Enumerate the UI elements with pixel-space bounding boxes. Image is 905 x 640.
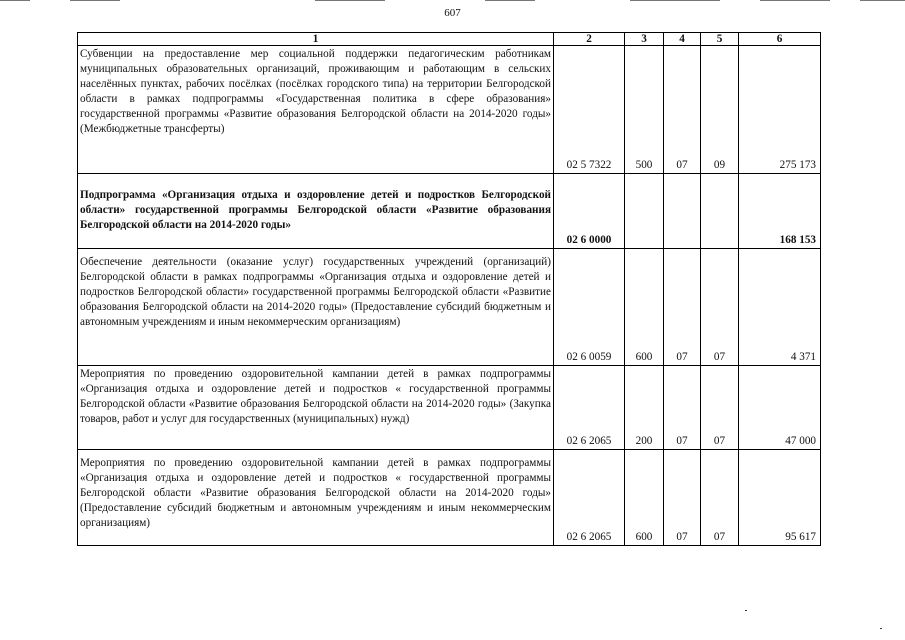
row-description: Субвенции на предоставление мер социальной поддержки педагогическим работникам муниципальных образовательных организаций, проживающим и работающим в сельских населённых пунктах, рабочих посёлках (посёлках городского типа) на территории Белгородской области в рамках подпрограммы «Государственная политика в сфере образования» государственной программы «Развитие образования Белгородской области на 2014-2020 годы» (Межбюджетные трансферты) bbox=[78, 46, 554, 174]
row-section bbox=[664, 174, 701, 249]
scan-speck bbox=[880, 628, 882, 629]
scan-edge-line bbox=[315, 0, 385, 1]
table-row bbox=[78, 249, 821, 366]
table-header-row bbox=[78, 33, 821, 46]
row-description: Обеспечение деятельности (оказание услуг) государственных учреждений (организаций) Белгородской области в рамках подпрограммы «Организация отдыха и оздоровление детей и подростков Белгородской области» государственной программы Белгородской области «Развитие образования Белгородской области на 2014-2020 годы» (Предоставление субсидий бюджетным и автономным учреждениям и иным некоммерческим организациям) bbox=[78, 249, 554, 366]
scan-edge-line bbox=[860, 0, 905, 1]
column-header: 2 bbox=[554, 33, 625, 46]
table-row bbox=[78, 366, 821, 450]
column-header: 4 bbox=[664, 33, 701, 46]
row-subsection: 07 bbox=[701, 450, 739, 546]
row-amount: 95 617 bbox=[739, 450, 821, 546]
table-row bbox=[78, 174, 821, 249]
scan-speck bbox=[745, 610, 747, 611]
row-expense-type: 600 bbox=[625, 450, 664, 546]
row-subsection: 09 bbox=[701, 46, 739, 174]
row-description: Мероприятия по проведению оздоровительной кампании детей в рамках подпрограммы «Организация отдыха и оздоровление детей и подростков « государственной программы Белгородской области «Развитие образования Белгородской области на 2014-2020 годы» (Закупка товаров, работ и услуг для государственных (муниципальных) нужд) bbox=[78, 366, 554, 450]
scan-edge-line bbox=[485, 0, 535, 1]
row-subsection bbox=[701, 174, 739, 249]
row-expense-type: 600 bbox=[625, 249, 664, 366]
scan-edge-line bbox=[630, 0, 720, 1]
row-subsection: 07 bbox=[701, 366, 739, 450]
scan-edge-line bbox=[0, 0, 30, 1]
row-target-code: 02 6 0059 bbox=[554, 249, 625, 366]
row-target-code: 02 6 2065 bbox=[554, 450, 625, 546]
budget-table bbox=[77, 32, 821, 546]
column-header: 5 bbox=[701, 33, 739, 46]
row-section: 07 bbox=[664, 46, 701, 174]
column-header: 1 bbox=[78, 33, 554, 46]
column-header: 6 bbox=[739, 33, 821, 46]
row-amount: 47 000 bbox=[739, 366, 821, 450]
scan-edge-line bbox=[70, 0, 120, 1]
row-amount: 168 153 bbox=[739, 174, 821, 249]
row-target-code: 02 6 0000 bbox=[554, 174, 625, 249]
page-number: 607 bbox=[444, 7, 461, 19]
row-description: Мероприятия по проведению оздоровительной кампании детей в рамках подпрограммы «Организация отдыха и оздоровление детей и подростков « государственной программы Белгородской области «Развитие образования Белгородской области на 2014-2020 годы» (Предоставление субсидий бюджетным и автономным учреждениям и иным некоммерческим организациям) bbox=[78, 450, 554, 546]
row-section: 07 bbox=[664, 450, 701, 546]
table-row bbox=[78, 46, 821, 174]
table-row bbox=[78, 450, 821, 546]
row-expense-type bbox=[625, 174, 664, 249]
row-amount: 275 173 bbox=[739, 46, 821, 174]
row-amount: 4 371 bbox=[739, 249, 821, 366]
row-expense-type: 200 bbox=[625, 366, 664, 450]
row-target-code: 02 5 7322 bbox=[554, 46, 625, 174]
column-header: 3 bbox=[625, 33, 664, 46]
scan-edge-line bbox=[760, 0, 830, 1]
row-target-code: 02 6 2065 bbox=[554, 366, 625, 450]
row-section: 07 bbox=[664, 366, 701, 450]
row-expense-type: 500 bbox=[625, 46, 664, 174]
row-section: 07 bbox=[664, 249, 701, 366]
row-subsection: 07 bbox=[701, 249, 739, 366]
row-description: Подпрограмма «Организация отдыха и оздоровление детей и подростков Белгородской области» государственной программы Белгородской области «Развитие образования Белгородской области на 2014-2020 годы» bbox=[78, 174, 554, 249]
